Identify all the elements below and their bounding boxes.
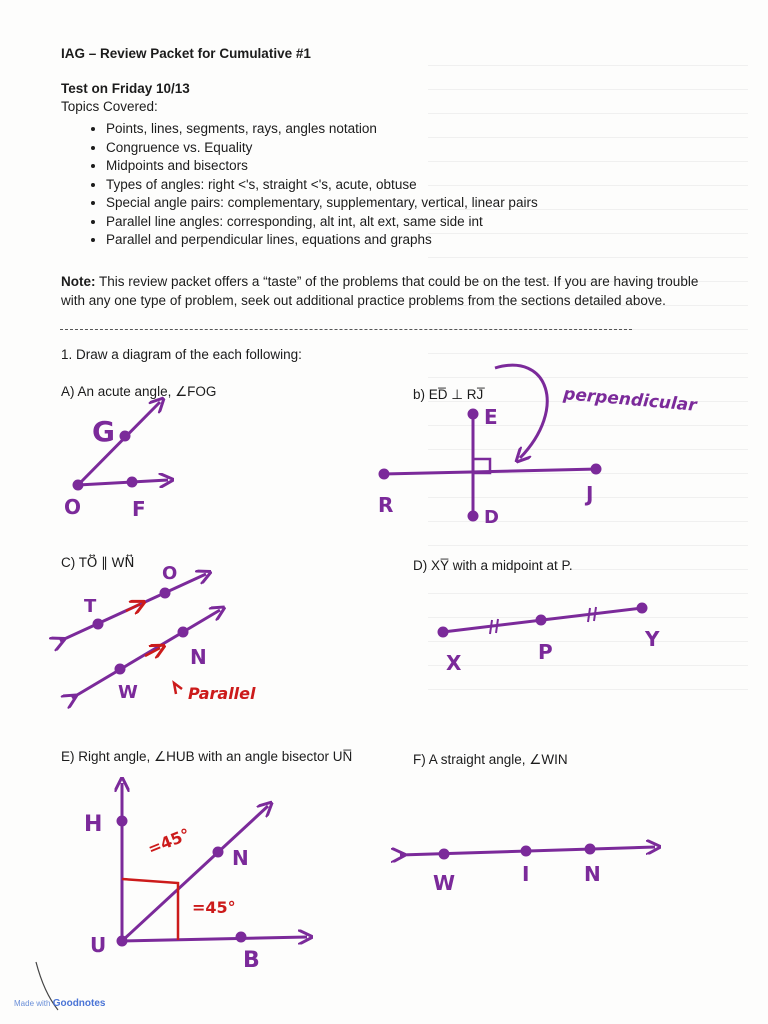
- test-date: Test on Friday 10/13: [61, 81, 190, 96]
- label-f: F: [132, 497, 146, 521]
- part-e-label: E) Right angle, ∠HUB with an angle bisector UN̅: [61, 749, 353, 764]
- page-title: IAG – Review Packet for Cumulative #1: [61, 46, 311, 61]
- label-o: O: [64, 495, 82, 519]
- topic-item: • Special angle pairs: complementary, supplementary, vertical, linear pairs: [106, 194, 538, 213]
- label-d: D: [484, 507, 499, 528]
- label-e: E: [484, 405, 498, 429]
- label-w-straight: W: [433, 871, 456, 895]
- topics-heading: Topics Covered:: [61, 99, 158, 114]
- topic-item: • Points, lines, segments, rays, angles notation: [106, 120, 538, 139]
- label-r: R: [378, 493, 394, 517]
- topic-item: • Types of angles: right <'s, straight <'s, acute, obtuse: [106, 176, 538, 195]
- label-b: B: [243, 948, 260, 973]
- topic-item: • Parallel and perpendicular lines, equations and graphs: [106, 231, 538, 250]
- label-i: I: [522, 862, 530, 886]
- label-p: P: [538, 640, 553, 664]
- note-text: This review packet offers a “taste” of the problems that could be on the test. If you are having trouble with any one type of problem, seek out additional practice problems from the sections detailed above.: [61, 274, 699, 308]
- note-label: Note:: [61, 274, 96, 289]
- made-with-text: Made with: [14, 999, 51, 1008]
- label-j: J: [586, 482, 594, 506]
- label-n-parallel: N: [190, 645, 207, 669]
- part-f-label: F) A straight angle, ∠WIN: [413, 752, 568, 767]
- label-g: G: [92, 415, 115, 448]
- topic-item: • Parallel line angles: corresponding, alt int, alt ext, same side int: [106, 213, 538, 232]
- label-u: U: [90, 933, 107, 957]
- acute-angle-fog-diagram: [74, 402, 168, 489]
- parallel-lines-diagram: [60, 574, 220, 698]
- part-c-label: C) TO⃡ ∥ WN⃡: [61, 555, 135, 570]
- label-w-parallel: W: [118, 682, 138, 703]
- angle-measure-lower: =45°: [192, 898, 236, 917]
- label-n-straight: N: [584, 862, 601, 886]
- part-b-label: b) ED̅ ⊥ RJ̅: [413, 387, 484, 402]
- goodnotes-watermark: [14, 998, 105, 1009]
- segment-xy-midpoint-diagram: [439, 604, 646, 636]
- part-a-label: A) An acute angle, ∠FOG: [61, 384, 217, 399]
- label-t: T: [84, 596, 97, 617]
- label-o-parallel: O: [162, 563, 178, 584]
- goodnotes-brand: Goodnotes: [52, 998, 106, 1009]
- annotation-parallel: Parallel: [188, 684, 256, 703]
- right-angle-bisector-diagram: [118, 783, 307, 945]
- label-n-bisector: N: [232, 846, 249, 870]
- question-prompt: 1. Draw a diagram of the each following:: [61, 347, 302, 362]
- angle-measure-upper: =45°: [145, 824, 193, 859]
- topic-item: • Midpoints and bisectors: [106, 157, 538, 176]
- annotation-perpendicular: perpendicular: [562, 384, 698, 416]
- label-x: X: [446, 651, 462, 675]
- label-h: H: [84, 812, 103, 837]
- straight-angle-diagram: [400, 845, 655, 858]
- topic-item: • Congruence vs. Equality: [106, 139, 538, 158]
- part-d-label: D) XY̅ with a midpoint at P.: [413, 558, 573, 573]
- label-y: Y: [645, 627, 660, 651]
